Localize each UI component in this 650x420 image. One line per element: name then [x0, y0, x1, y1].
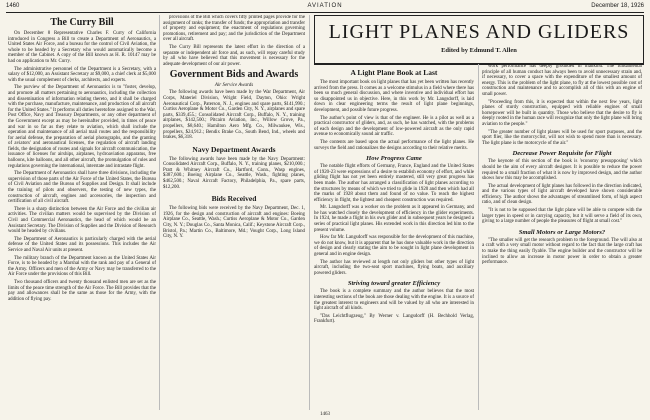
running-header — [6, 3, 644, 12]
paragraph: "It is not to be supposed that the light plane will be able to compete with the larger types in speed or in carrying capacity, but it will serve a field of its own, giving to a large number of people the pleasures of flight at small cost." — [482, 208, 642, 225]
paragraph: The administrative personnel of the Department is a Secretary, with a salary of $12,000, an Assistant Secretary at $9,000, a chief clerk at $5,000 with the usual complement of clerks, architects, and experts. — [8, 66, 156, 83]
issue-date: December 18, 1926 — [591, 3, 644, 9]
paragraph: provisions of the Bill which covers fifty printed pages provide for the assignment of ranks; the transfer of funds; the appropriation and transfer of property and equipment; the enactment of regulations governing promotions, retirement and pay; and the jurisdiction of the Department over all aircraft. — [163, 15, 305, 43]
paragraph: The actual development of light planes has followed in the direction indicated, and the various types of light aircraft developed have shown considerable efficiency. The author shows the advantages of streamlined form, of high aspect ratio, and of clean design. — [482, 183, 642, 206]
light-plane-continued-column — [482, 64, 642, 410]
paragraph: "The greater number of light planes will be used for sport purposes, and the sport flier, like the motorcyclist, will not wish to spend more than is necessary. The light plane is the motorcycle of the air." — [482, 129, 642, 146]
paragraph: The most important book on light planes that has yet been written has recently arrived from the press. It comes as a welcome stimulus in a field where there has been so much general discussion, and where inventive and individual effort has so disappointed us in objective. Here, in this work by Mr. Langsdorff, is laid down in clear engineering terms the result of light plane beginnings, development, and possible future progress. — [314, 80, 474, 113]
paragraph: Mr. Langsdorff was a worker on the problem as it appeared in Germany, and he has watched closely the development of efficiency in the glider experiments. In 1924, he made a flight in his own glider and in subsequent years he designed a series of practical light planes. His extended work in this direction led him to the present volume. — [314, 205, 474, 233]
journal-name: AVIATION — [307, 3, 343, 9]
paragraph: Two thousand officers and twenty thousand enlisted men are set as the limits of the peace time strength of the Air Force. The Bill provides that the pay and allowances shall be the same as those for the Army, with the addition of flying pay. — [8, 279, 156, 302]
paragraph: The keynote of this section of the book is 'economy presupposing' which should be the aim of every aircraft designer. It is possible to reduce the power required to a small fraction of what it is now by improved design, and the author shows how this may be accomplished. — [482, 159, 642, 182]
paragraph: On December 8 Representative Charles F. Curry of California introduced in Congress a Bill to create a Department of Aeronautics, a United States Air Force, and a bureau for the control of Civil Aviation, the whole to be headed by a Secretary who would automatically become a member of the Cabinet. A copy of the Bill known as H. R. 10147 may be had on application to Mr. Curry. — [8, 31, 156, 64]
navy-awards-text: The following awards have been made by the Navy Department: Consolidated Aircraft Corp., Buffalo, N. Y., training planes, $210,000.; Pratt & Whitney Aircraft Co., Hartford, Conn., Wasp engines, $387,600.; Boeing Airplane Co., Seattle, Wash., fighting planes, $462,500.; Naval Aircraft Factory, Philadelphia, Pa., spare parts, $12,200. — [163, 156, 305, 190]
paragraph: How far Mr. Langsdorff was responsible for the development of this machine, we do not know, but it is apparent that he has done valuable work in the direction of design and clearly stating the aim to be sought in light plane development in general and in engine design. — [314, 235, 474, 258]
column-divider — [478, 64, 479, 410]
paragraph: The purview of the Department of Aeronautics is to "foster, develop, and promote all matters pertaining to aeronautics, including the collection and dissemination of information relating thereto, and it shall be charged with the purchase, manufacture, maintenance, and production of all aircraft for the United States." It performs all duties heretofore assigned to the War, Post Office, Navy and Treasury Departments, or any other department of the Government except as may be hereinafter provided, in times of peace and war in so far as they relate to aviation, which shall include the operation and maintenance of all aerial mail routes and the responsibility for aerial defense, the preparation of aerial photographs, and the granting of aviators' and aeronautical licenses, the regulation of aircraft landing fields, the designation of routes and signals for aircraft communication, the issuance of licenses for airships, airplanes, hydroaviation apparatus, free balloons, kite balloons, and all other aircraft, the promulgation of rules and regulations governing the international, interstate and intrastate flight. — [8, 85, 156, 169]
paragraph: The Department of Aeronautics is particularly charged with the aerial defense of the United States and its possessions. This includes the Air Service and Naval Air units at present. — [8, 236, 156, 253]
navy-awards-title: Navy Department Awards — [192, 144, 276, 154]
paragraph: The Curry Bill represents the latest effort in the direction of a separate or independent air force and, as such, will repay careful study by all who have believed that this movement is necessary for the adequate development of our air power. — [163, 44, 305, 67]
subheading: Small Motors or Large Motors? — [518, 228, 606, 236]
bids-received-title: Bids Received — [211, 194, 257, 204]
awards-text: The following awards have been made by the War Department, Air Corps, Materiel Division, Wright Field, Dayton, Ohio: Wright Aeronautical Corp., Paterson, N. J., engines and spare parts, $141,990.; Curtiss Aeroplane & Motor Co., Garden City, N. Y., airplanes and spare parts, $339,455.; Consolidated Aircraft Corp., Buffalo, N. Y., training airplanes, $142,500.; Pitcairn Aviation, Inc., Willow Grove, Pa., propellers, $8,640.; Hamilton Aero Mfg. Co., Milwaukee, Wis., propellers, $24,912.; Bendix Brake Co., South Bend, Ind., wheels and brakes, $6,318. — [163, 90, 305, 141]
curry-bill-column — [8, 15, 156, 413]
paragraph: The military branch of the Department known as the United States Air Force, is to be headed by a Marshal with the rank and pay of a General of the Army. Officers and men of the Army or Navy may be transferred to the Air Force under the provisions of this Bill. — [8, 255, 156, 278]
paragraph: The Department of Aeronautics shall have three divisions, including the supervision of those parts of the Air Force of the United States, the Bureau of Civil Aviation and the Bureau of Supplies and Design. It shall include the training of pilots and observers, the testing of new types, the construction of aircraft, engines and accessories, the inspection and certification of all civil aircraft. — [8, 171, 156, 205]
footnote: "Das Leichtflugzeug," By Werner v. Langsdorff (H. Bechhold Verlag, Frankfurt). — [314, 313, 474, 325]
paragraph: The notable flight efforts of Germany, France, England and the United States of 1920-23 were expressions of a desire to establish economy of effort, and while gliding flight has not yet been entirely mastered, still very great progress has been made. The author has arranged a classification of light planes according to the structures by means of which we tried to glide in 1920 and then which had all the marks of 1928 about them and found of no value. To reach the highest efficiency in flight, the lightest and cheapest construction was required. — [314, 164, 474, 203]
section-title: LIGHT PLANES AND GLIDERS — [328, 21, 630, 43]
section-editor: Edited by Edmund T. Allen — [441, 47, 517, 54]
paragraph: The contents are based upon the actual performance of the light planes. He surveys the field and rationalizes the designs according to their relative merits. — [314, 139, 474, 151]
curry-bill-title: The Curry Bill — [50, 17, 114, 28]
government-bids-title: Government Bids and Awards — [169, 69, 299, 81]
article-title: A Light Plane Book at Last — [350, 68, 438, 77]
subheading: Decrease Power Requisite for Flight — [512, 150, 612, 158]
column-divider — [309, 15, 310, 410]
page-number-footer: 1463 — [320, 412, 330, 417]
subheading: Striving toward greater Efficiency — [347, 280, 441, 288]
paragraph: "The smaller will get the research problem to the foreground. The will also at a craft with a very small motor without regard to the fact that the large craft has to make the thing easily flyable. The engine builder and the constructor will be inclined to allow an increase in motor power in order to obtain a greater performance. — [482, 237, 642, 266]
header-rule — [6, 12, 644, 13]
government-bids-column — [163, 15, 305, 413]
paragraph: There is a sharp distinction between the Air Force and the civilian air activities. The civilian matters would be supervised by the Division of Civil and Commercial Aeronautics, the head of which would be an Assistant Secretary. The Division of Supplies and the Division of Research would be headed by civilians. — [8, 206, 156, 235]
air-service-awards-subtitle: Air Service Awards — [214, 83, 254, 89]
bids-received-text: The following bids were received by the Navy Department, Dec. 1, 1926, for the design and construction of aircraft and engines: Boeing Airplane Co., Seattle, Wash.; Curtiss Aeroplane & Motor Co., Garden City, N. Y.; Douglas Co., Santa Monica, Calif.; Keystone Aircraft Corp., Bristol, Pa.; Martin Co., Baltimore, Md.; Vought Corp., Long Island City, N. Y. — [163, 206, 305, 240]
light-plane-book-column — [314, 64, 474, 410]
column-divider — [159, 15, 160, 410]
page-number-left: 1460 — [6, 3, 20, 9]
paragraph: The author has reviewed at length not only gliders but other types of light aircraft, including the two-seat sport machines, flying boats, and auxiliary powered gliders. — [314, 259, 474, 276]
section-banner — [314, 15, 644, 65]
paragraph: work performance has deeply grounded in mankind. The fundamental principle of all human conduct has always been to avoid unnecessary strain and, if necessary, to cover a space with the expenditure of the smallest amount of energy. This is the problem of the light plane, to fly at the lowest possible cost of construction and maintenance and to accomplish all of this with an engine of small power. — [482, 64, 642, 97]
paragraph: "Proceeding from this, it is expected that within the next few years, light planes of sturdy construction, equipped with reliable engines of small horsepower will be built in quantity. Those who believe that the desire to fly is deeply rooted in the human race will recognize that only the light plane will bring aviation to the people." — [482, 99, 642, 127]
subheading: How Progress Came — [366, 155, 422, 163]
paragraph: The author's point of view is that of the engineer. He is a pilot as well as a practical constructor of gliders, and, as such, he has watched, with the problems of each design and the development of low-powered aircraft as the only rapid avenue to economically sound air traffic. — [314, 115, 474, 138]
paragraph: The book is a complete summary and the author believes that the most interesting sections of the book are those dealing with the engine. It is a source of the greatest interest to engineers and will be valued by all who are interested in light aircraft of all kinds. — [314, 289, 474, 312]
